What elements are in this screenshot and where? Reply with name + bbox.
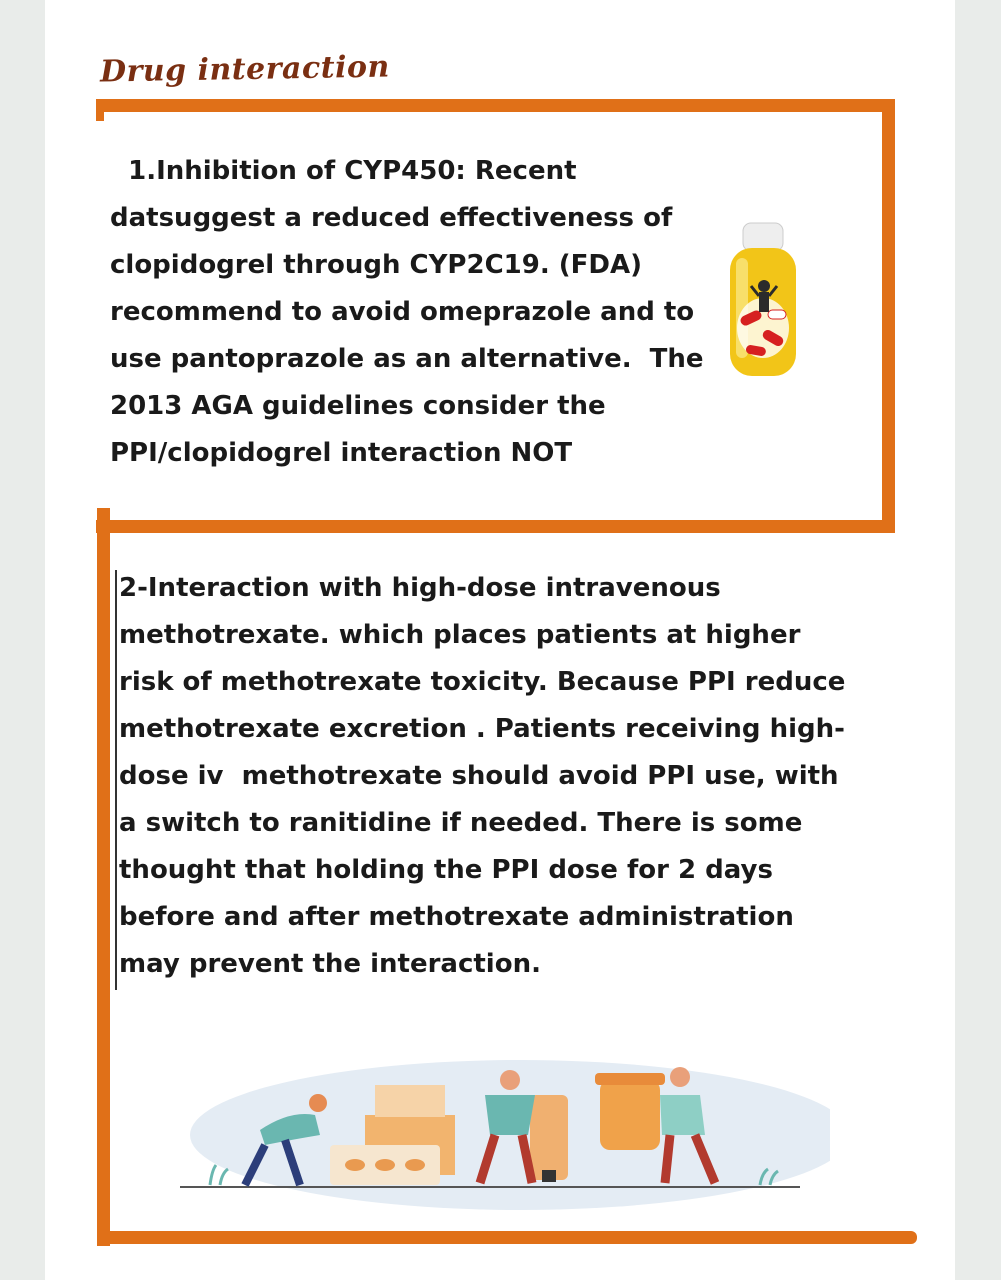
section1-line: PPI/clopidogrel interaction NOT	[110, 438, 573, 468]
frame-corner	[96, 99, 104, 121]
section1-text	[110, 148, 704, 477]
section2-line: dose iv methotrexate should avoid PPI use, with	[119, 761, 839, 791]
page-title: Drug interaction	[99, 49, 391, 90]
pill-bottle-icon	[718, 218, 808, 383]
section2-line: before and after methotrexate administration	[119, 902, 794, 932]
section2-text	[119, 565, 846, 988]
section2-line: a switch to ranitidine if needed. There is some	[119, 808, 803, 838]
section2-line: thought that holding the PPI dose for 2 days	[119, 855, 773, 885]
section2-line: 2-Interaction with high-dose intravenous	[119, 573, 721, 603]
section2-frame-bottom	[97, 1231, 917, 1244]
section1-line: use pantoprazole as an alternative. The	[110, 344, 704, 374]
section2-line: risk of methotrexate toxicity. Because PPI reduce	[119, 667, 846, 697]
section1-line: recommend to avoid omeprazole and to	[110, 297, 695, 327]
section1-line: datsuggest a reduced effectiveness of	[110, 203, 673, 233]
section2-line: may prevent the interaction.	[119, 949, 541, 979]
section2-line: methotrexate. which places patients at higher	[119, 620, 801, 650]
section2-line: methotrexate excretion . Patients receiving high-	[119, 714, 845, 744]
pharmacy-workers-illustration	[150, 985, 830, 1225]
section1-line: 1.Inhibition of CYP450: Recent	[110, 156, 577, 186]
section1-line: 2013 AGA guidelines consider the	[110, 391, 606, 421]
section1-line: clopidogrel through CYP2C19. (FDA)	[110, 250, 642, 280]
section2-frame-left	[97, 508, 110, 1246]
section2-rule	[115, 570, 117, 990]
